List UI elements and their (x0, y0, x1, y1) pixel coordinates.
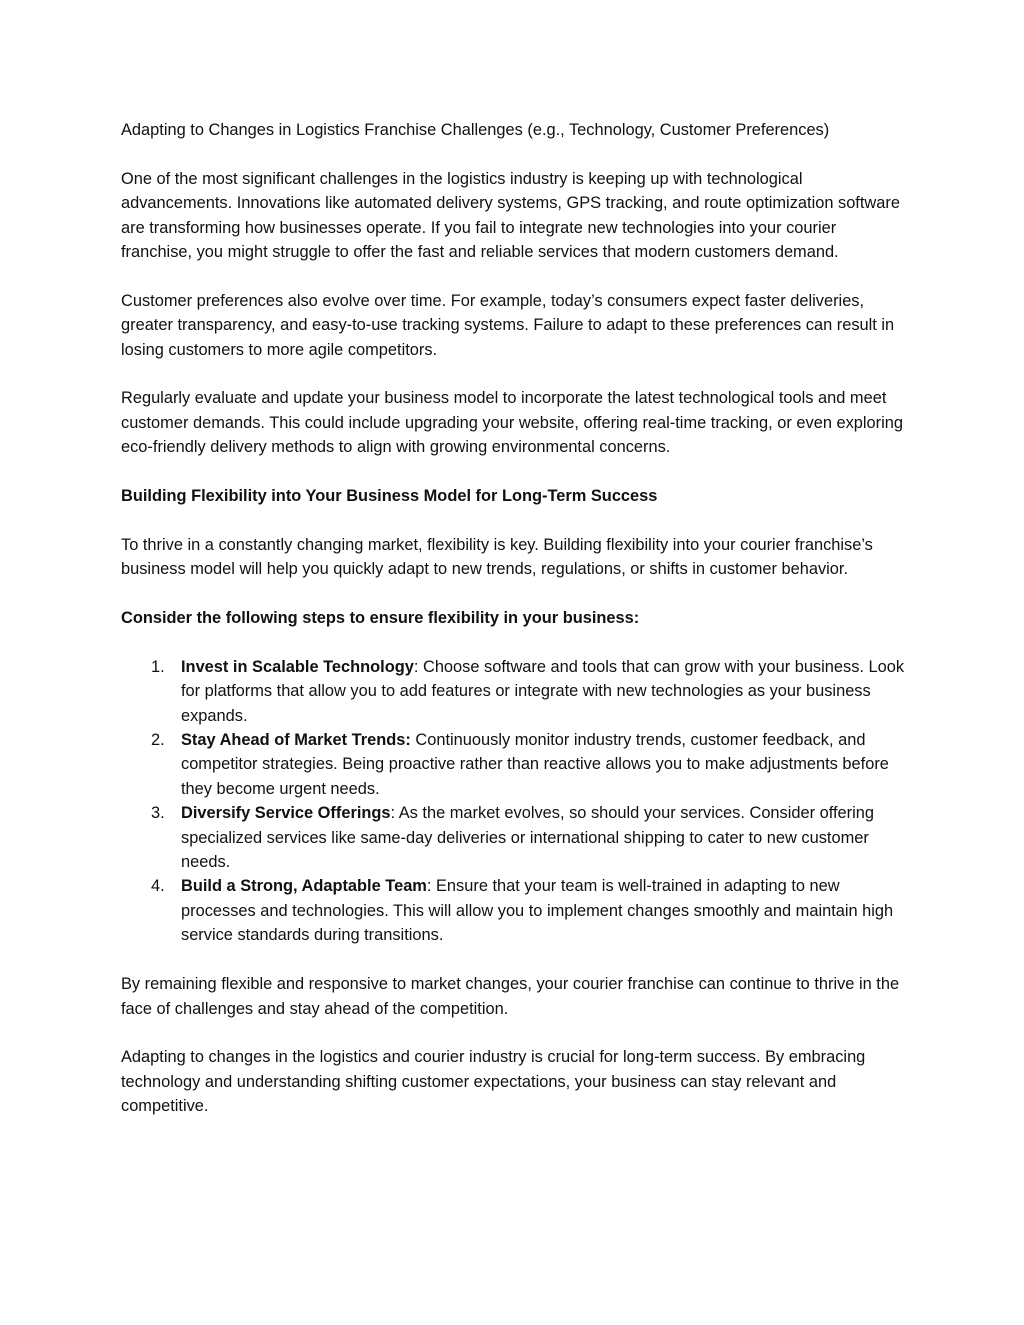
paragraph-remaining-flexible: By remaining flexible and responsive to market changes, your courier franchise can continue to thrive in the face of challenges and stay ahead of the competition. (121, 975, 900, 1018)
section-heading-flexibility: Building Flexibility into Your Business Model for Long-Term Success (121, 487, 658, 506)
document-title: Adapting to Changes in Logistics Franchise Challenges (e.g., Technology, Customer Preferences) (121, 121, 830, 139)
list-item-number: 4. (151, 877, 165, 896)
list-item (121, 655, 911, 728)
list-item-text: : Choose software and tools that can grow with your business. Look for platforms that allow you to add features or integrate with new technologies as your business expands. (181, 657, 905, 725)
steps-list (121, 655, 911, 948)
list-item-text: : Ensure that your team is well-trained in adapting to new processes and technologies. This will allow you to implement changes smoothly and maintain high service standards during transitions. (181, 877, 894, 945)
list-item-text: : As the market evolves, so should your services. Consider offering specialized services like same-day deliveries or international shipping to cater to new customer needs. (181, 804, 874, 872)
list-item (121, 801, 911, 874)
list-item (121, 728, 911, 801)
list-item-title: Stay Ahead of Market Trends: (181, 731, 411, 750)
document-page (121, 118, 911, 1143)
paragraph-conclusion: Adapting to changes in the logistics and courier industry is crucial for long-term success. By embracing technology and understanding shifting customer expectations, your business can stay relevant and competitive. (121, 1048, 866, 1116)
list-item-title: Invest in Scalable Technology (181, 657, 414, 676)
list-item-title: Diversify Service Offerings (181, 804, 391, 823)
list-item-title: Build a Strong, Adaptable Team (181, 877, 427, 896)
list-item-number: 3. (151, 804, 165, 823)
paragraph-customer-preferences: Customer preferences also evolve over time. For example, today’s consumers expect faster deliveries, greater transparency, and easy-to-use tracking systems. Failure to adapt to these preferences can result in losing customers to more agile competitors. (121, 291, 895, 359)
paragraph-thrive: To thrive in a constantly changing market, flexibility is key. Building flexibility into your courier franchise’s business model will help you quickly adapt to new trends, regulations, or shifts in customer behavior. (121, 535, 873, 579)
list-item-text: Continuously monitor industry trends, customer feedback, and competitor strategies. Being proactive rather than reactive allows you to make adjustments before they become urgent needs. (181, 731, 889, 798)
list-item-number: 1. (151, 657, 165, 676)
paragraph-technology: One of the most significant challenges in the logistics industry is keeping up with technological advancements. Innovations like automated delivery systems, GPS tracking, and route optimization software are transforming how businesses operate. If you fail to integrate new technologies into your courier franchise, you might struggle to offer the fast and reliable services that modern customers demand. (121, 169, 900, 262)
list-item-number: 2. (151, 731, 165, 750)
steps-heading: Consider the following steps to ensure flexibility in your business: (121, 609, 640, 628)
list-item (121, 874, 911, 947)
paragraph-evaluate-model: Regularly evaluate and update your business model to incorporate the latest technological tools and meet customer demands. This could include upgrading your website, offering real-time tracking, or even exploring eco-friendly delivery methods to align with growing environmental concerns. (121, 389, 904, 457)
